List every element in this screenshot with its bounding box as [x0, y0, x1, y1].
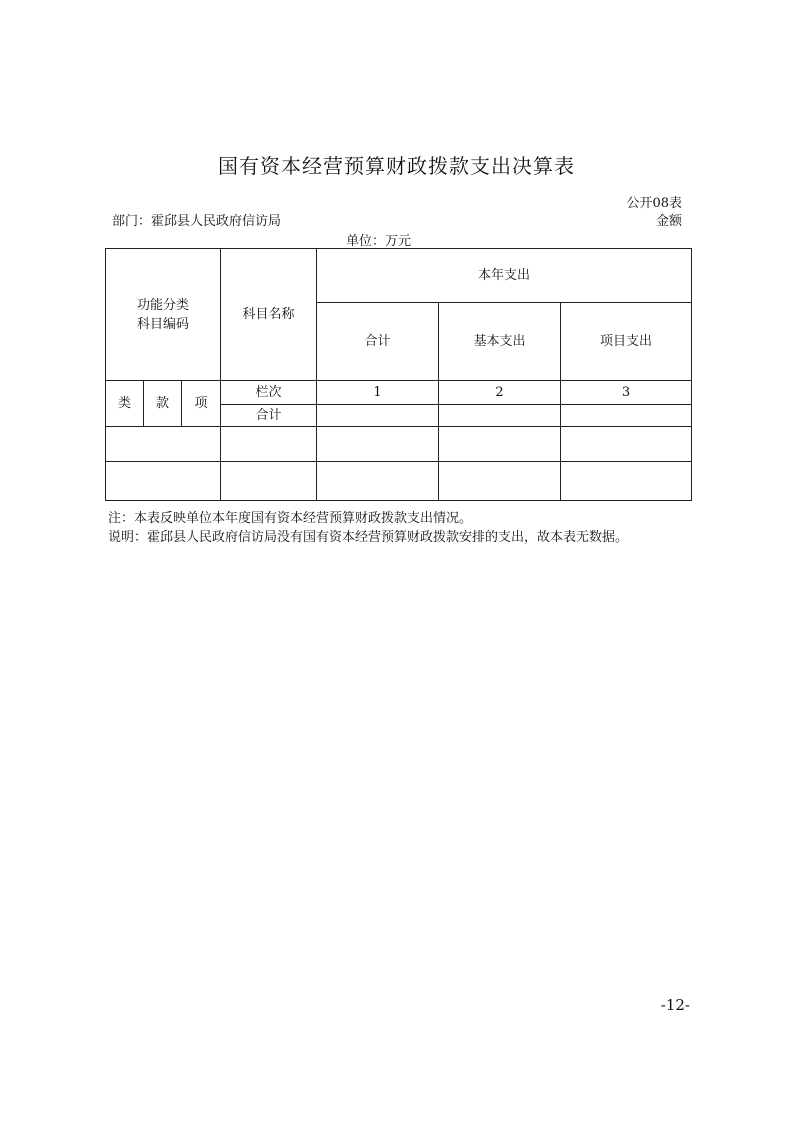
basic-expense-header: 基本支出 [439, 303, 561, 381]
empty-cell [561, 462, 692, 501]
department-label: 部门：霍邱县人民政府信访局 [112, 214, 282, 229]
page-number: -12- [660, 996, 690, 1014]
column-index-3: 3 [561, 381, 692, 405]
year-expense-header: 本年支出 [317, 249, 692, 303]
empty-cell [439, 462, 561, 501]
empty-cell [317, 427, 439, 462]
page-title: 国有资本经营预算财政拨款支出决算表 [218, 154, 575, 178]
total-row-cell [439, 405, 561, 427]
empty-cell [221, 462, 317, 501]
table-row [106, 427, 692, 462]
column-index-1: 1 [317, 381, 439, 405]
item-header: 项 [182, 381, 221, 427]
table-note: 注：本表反映单位本年度国有资本经营预算财政拨款支出情况。 [108, 511, 473, 526]
subject-name-header: 科目名称 [221, 249, 317, 381]
total-row-label: 合计 [221, 405, 317, 427]
empty-cell [317, 462, 439, 501]
empty-cell [221, 427, 317, 462]
table-explanation: 说明：霍邱县人民政府信访局没有国有资本经营预算财政拨款安排的支出，故本表无数据。 [108, 530, 629, 545]
unit-label: 单位：万元 [346, 234, 412, 249]
amount-label: 金额 [655, 214, 682, 229]
empty-cell [439, 427, 561, 462]
column-index-2: 2 [439, 381, 561, 405]
column-index-label: 栏次 [221, 381, 317, 405]
total-header: 合计 [317, 303, 439, 381]
class-header: 类 [106, 381, 144, 427]
table-row [106, 462, 692, 501]
section-header: 款 [144, 381, 182, 427]
form-code: 公开08表 [626, 196, 682, 211]
budget-table [105, 248, 692, 501]
empty-cell [106, 427, 221, 462]
total-row-cell [317, 405, 439, 427]
total-row-cell [561, 405, 692, 427]
empty-cell [561, 427, 692, 462]
func-class-header: 功能分类 科目编码 [106, 249, 221, 381]
project-expense-header: 项目支出 [561, 303, 692, 381]
empty-cell [106, 462, 221, 501]
